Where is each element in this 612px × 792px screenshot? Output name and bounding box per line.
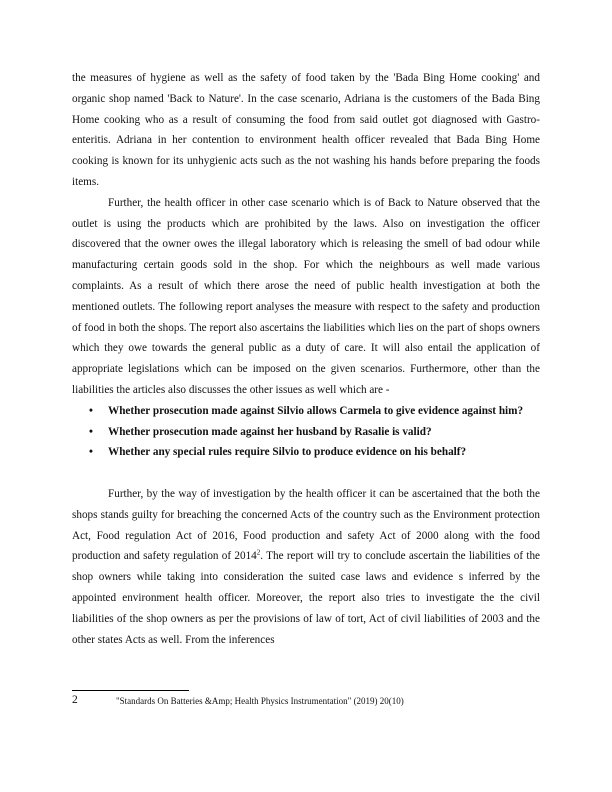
paragraph-back-to-nature: Further, the health officer in other case scenario which is of Back to Nature observed that the outlet is using the products which are prohibited by the laws. Also on investigation the officer discovered that the owner owes the illegal laboratory which is releasing the smell of bad odour while manufacturing certain goods sold in the shop. For which the neighbours as well made various complaints. As a result of which there arose the need of public health investigation at both the mentioned outlets. The following report analyses the measure with respect to the safety and production of food in both the shops. The report also ascertains the liabilities which lies on the part of shops owners which they owe towards the general public as a duty of care. It will also entail the application of appropriate legislations which can be imposed on the given scenarios. Furthermore, other than the liabilities the articles also discusses the other issues as well which are - (72, 196, 540, 396)
investigation-text-end: . The report will try to conclude ascertain the liabilities of the shop owners while taking into consideration the suited case laws and evidence s inferred by the appointed environment health officer. Moreover, the report also tries to investigate the the civil liabilities of the shop owners as per the provisions of law of tort, Act of civil liabilities of 2003 and the other states Acts as well. From the inferences (72, 550, 540, 646)
list-item (72, 422, 540, 443)
paragraph-investigation (72, 484, 540, 650)
paragraph-intro: the measures of hygiene as well as the safety of food taken by the 'Bada Bing Home cooking' and organic shop named 'Back to Nature'. In the case scenario, Adriana is the customers of the Bada Bing Home cooking who as a result of consuming the food from said outlet got diagnosed with Gastro-enteritis. Adriana in her contention to environment health officer revealed that Bada Bing Home cooking is known for its unhygienic acts such as the not washing his hands before preparing the foods items. (72, 72, 540, 188)
issue-text: Whether prosecution made against Silvio allows Carmela to give evidence against him? (108, 404, 524, 417)
bullet-icon: • (89, 425, 93, 438)
issue-text: Whether prosecution made against her husband by Rasalie is valid? (108, 425, 432, 438)
issues-list (72, 401, 540, 463)
bullet-icon: • (89, 404, 93, 417)
footnote-number: 2 (72, 694, 78, 706)
footnote-separator (72, 690, 189, 691)
investigation-text-start: Further, by the way of investigation by the health officer it can be ascertained that the both the shops stands guilty for breaching the concerned Acts of the country such as the Environment protection Act, Food regulation Act of 2016, Food production and safety Act of 2000 along with the food production and safety regulation of 2014 (72, 487, 540, 563)
paragraph-spacer (72, 463, 540, 484)
list-item (72, 401, 540, 422)
footnote-reference[interactable]: 2 (256, 548, 261, 557)
body-text (72, 68, 540, 650)
footnote-text: "Standards On Batteries &Amp; Health Physics Instrumentation" (2019) 20(10) (116, 696, 404, 706)
issue-text: Whether any special rules require Silvio to produce evidence on his behalf? (108, 446, 467, 459)
bullet-icon: • (89, 446, 93, 459)
list-item (72, 442, 540, 463)
